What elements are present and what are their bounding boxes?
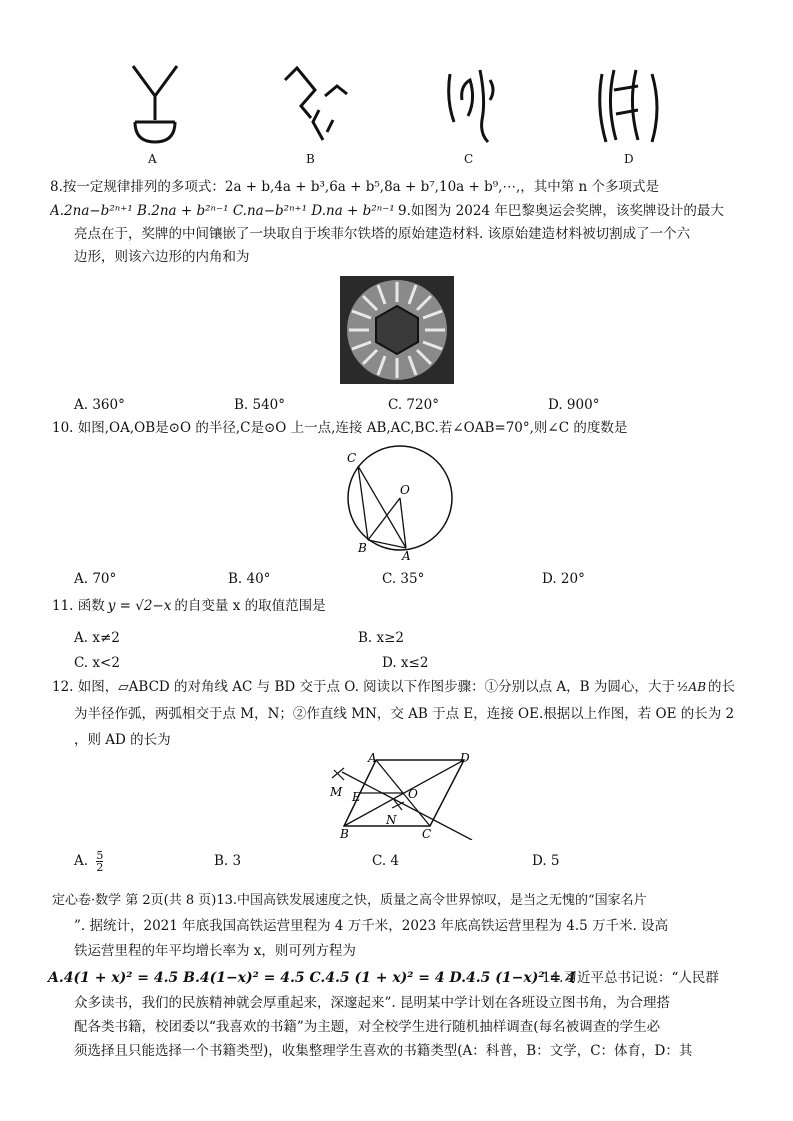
q10-option-d: D. 20° — [542, 571, 585, 587]
q12-line1-a: 12. 如图，▱ABCD 的对角线 AC 与 BD 交于点 O. 阅读以下作图步骤：①分别以点 A，B 为圆心，大于 — [52, 679, 675, 695]
q9-option-c: C. 720° — [388, 397, 439, 413]
q12-option-b: B. 3 — [214, 853, 242, 869]
q14-line2: 众多读书，我们的民族精神就会厚重起来，深邃起来”. 昆明某中学计划在各班设立图书角，为合理搭 — [74, 995, 670, 1011]
q10-circle-figure — [338, 444, 458, 564]
q12-fraction: ½AB — [676, 680, 707, 694]
q12-option-c: C. 4 — [372, 853, 400, 869]
q10-stem: 10. 如图,OA,OB是⊙O 的半径,C是⊙O 上一点,连接 AB,AC,BC.若∠OAB=70°,则∠C 的度数是 — [52, 420, 628, 436]
q9-line2: 亮点在于，奖牌的中间镶嵌了一块取自于埃菲尔铁塔的原始建造材料. 该原始建造材料被切割成了一个六 — [74, 226, 691, 242]
q9-lead: 9.如图为 2024 年巴黎奥运会奖牌，该奖牌设计的最大 — [398, 203, 724, 219]
q13-options: A.4(1 + x)² = 4.5 B.4(1−x)² = 4.5 C.4.5 (1 + x)² = 4 D.4.5 (1−x)² = 4 — [48, 970, 576, 986]
q11-func: y = √2−x — [107, 598, 172, 614]
q10-option-a: A. 70° — [74, 571, 117, 587]
q10-label-o: O — [400, 483, 410, 497]
q14-line4: 须选择且只能选择一个书籍类型)，收集整理学生喜欢的书籍类型(A：科普，B：文学，C：体育，D：其 — [74, 1043, 693, 1059]
q12-option-d: D. 5 — [532, 853, 560, 869]
q12-label-o: O — [408, 787, 418, 801]
q12-parallelogram-figure — [322, 748, 482, 840]
q12-label-e: E — [352, 790, 361, 804]
q10-label-c: C — [347, 451, 357, 465]
q12-label-m: M — [330, 785, 343, 799]
q7-figure-b — [275, 60, 355, 150]
q9-option-d: D. 900° — [548, 397, 600, 413]
q8-options: A.2na−b²ⁿ⁺¹ B.2na + b²ⁿ⁻¹ C.na−b²ⁿ⁺¹ D.na + b²ⁿ⁻¹ — [50, 203, 395, 219]
q7-figure-a — [125, 60, 185, 150]
q11-stem — [52, 595, 326, 617]
q11-option-b: B. x≥2 — [358, 630, 405, 646]
q12-label-c: C — [422, 827, 432, 840]
q7-figure-d — [592, 60, 668, 150]
q13-line2: ”. 据统计，2021 年底我国高铁运营里程为 4 万千米，2023 年底高铁运营里程为 4.5 万千米. 设高 — [74, 918, 669, 934]
q7-label-d: D — [624, 152, 634, 166]
q11-prefix: 11. 函数 — [52, 598, 105, 614]
q9-option-a: A. 360° — [74, 397, 125, 413]
q10-label-b: B — [358, 541, 367, 555]
q8-stem: 8.按一定规律排列的多项式：2a + b,4a + b³,6a + b⁵,8a + b⁷,10a + b⁹,⋯,，其中第 n 个多项式是 — [50, 179, 660, 195]
q9-option-b: B. 540° — [234, 397, 286, 413]
q7-label-b: B — [306, 152, 315, 166]
q14-lead: 14.习近平总书记说：“人民群 — [542, 970, 719, 986]
q7-figure-c — [440, 60, 500, 150]
q12-line1 — [52, 676, 735, 698]
q14-line3: 配各类书籍，校团委以“我喜欢的书籍”为主题，对全校学生进行随机抽样调查(每名被调查的学生必 — [74, 1019, 661, 1035]
q10-option-c: C. 35° — [382, 571, 425, 587]
q9-line3: 边形，则该六边形的内角和为 — [74, 249, 250, 265]
q11-suffix: 的自变量 x 的取值范围是 — [174, 598, 326, 614]
q12-line3: ，则 AD 的长为 — [74, 732, 171, 748]
q12-option-a: A. $\frac{5}{2}$ — [74, 849, 104, 874]
q13-line3: 铁运营里程的年平均增长率为 x，则可列方程为 — [74, 943, 356, 959]
page-footer: 定心卷·数学 第 2页(共 8 页)13.中国高铁发展速度之快，质量之高令世界惊叹，是当之无愧的“国家名片 — [52, 893, 647, 908]
q11-option-d: D. x≤2 — [382, 655, 429, 671]
q10-label-a: A — [402, 549, 411, 563]
q12-label-d: D — [460, 751, 470, 765]
q10-option-b: B. 40° — [228, 571, 271, 587]
q7-label-c: C — [464, 152, 474, 166]
q11-option-c: C. x<2 — [74, 655, 120, 671]
q11-option-a: A. x≠2 — [74, 630, 120, 646]
q12-line2: 为半径作弧，两弧相交于点 M，N；②作直线 MN，交 AB 于点 E，连接 OE.根据以上作图，若 OE 的长为 2 — [74, 706, 735, 722]
q12-label-a: A — [368, 751, 377, 765]
q7-label-a: A — [148, 152, 157, 166]
q12-line1-b: 的长 — [708, 679, 736, 695]
q9-medal-photo — [340, 276, 454, 384]
q12-label-b: B — [340, 827, 349, 840]
q12-label-n: N — [386, 813, 397, 827]
q12-option-a-fraction: $\frac{5}{2}$ — [96, 849, 104, 874]
